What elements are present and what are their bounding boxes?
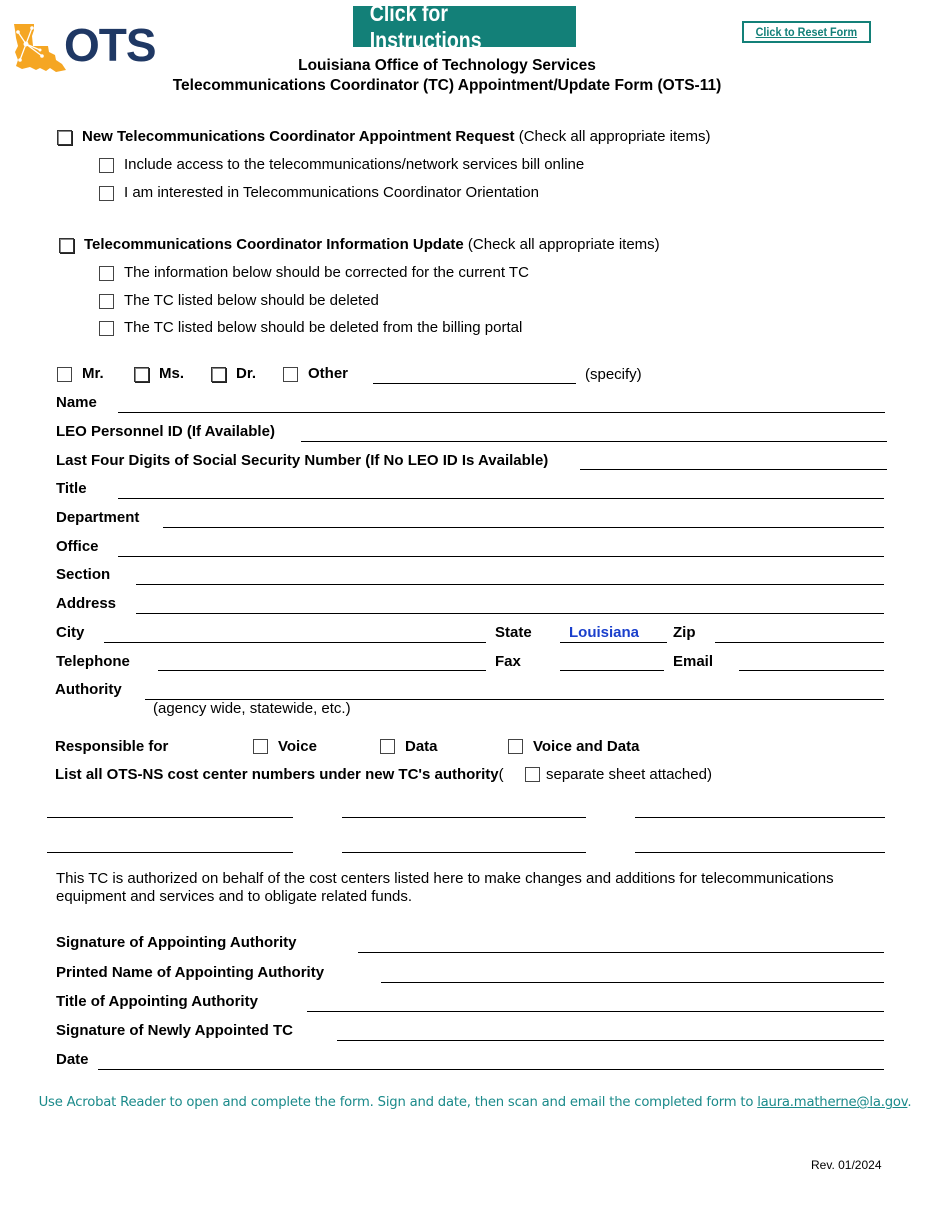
office-field[interactable] xyxy=(118,538,884,557)
cost-center-field-3[interactable] xyxy=(635,799,885,818)
appointing-name-label: Printed Name of Appointing Authority xyxy=(56,964,325,981)
separate-sheet-label: separate sheet attached) xyxy=(546,766,712,783)
other-checkbox[interactable] xyxy=(283,367,298,382)
appointing-signature-field[interactable] xyxy=(358,934,884,953)
authorization-statement-line1: This TC is authorized on behalf of the cost centers listed here to make changes and additions for telecommunications xyxy=(56,870,834,887)
department-field[interactable] xyxy=(163,509,884,528)
telephone-label: Telephone xyxy=(56,653,130,670)
tc-signature-label: Signature of Newly Appointed TC xyxy=(56,1022,293,1039)
appointing-name-field[interactable] xyxy=(381,964,884,983)
cost-center-field-6[interactable] xyxy=(635,834,885,853)
ms-checkbox[interactable] xyxy=(134,367,149,382)
agency-title: Louisiana Office of Technology Services xyxy=(298,57,596,74)
data-label: Data xyxy=(405,738,438,755)
reset-form-button[interactable]: Click to Reset Form xyxy=(742,21,871,43)
other-label: Other xyxy=(308,365,349,382)
mr-label: Mr. xyxy=(82,365,104,382)
update-checkbox[interactable] xyxy=(59,238,74,253)
ssn-label: Last Four Digits of Social Security Number (If No LEO ID Is Available) xyxy=(56,452,549,469)
instructions-button[interactable]: Click for Instructions xyxy=(353,6,576,47)
state-label: State xyxy=(495,624,532,641)
title-label: Title xyxy=(56,480,87,497)
cost-centers-paren: ( xyxy=(498,766,504,783)
delete-tc-checkbox[interactable] xyxy=(99,294,114,309)
voice-checkbox[interactable] xyxy=(253,739,268,754)
zip-field[interactable] xyxy=(715,624,884,643)
tc-signature-field[interactable] xyxy=(337,1022,884,1041)
cost-center-field-4[interactable] xyxy=(47,834,293,853)
delete-billing-checkbox[interactable] xyxy=(99,321,114,336)
office-label: Office xyxy=(56,538,99,555)
city-label: City xyxy=(56,624,85,641)
form-title: Telecommunications Coordinator (TC) Appointment/Update Form (OTS-11) xyxy=(172,77,722,94)
delete-billing-label: The TC listed below should be deleted from the billing portal xyxy=(124,319,523,336)
new-request-hint: (Check all appropriate items) xyxy=(518,128,711,145)
authority-field[interactable] xyxy=(145,681,884,700)
dr-checkbox[interactable] xyxy=(211,367,226,382)
telephone-field[interactable] xyxy=(158,652,486,671)
voice-label: Voice xyxy=(278,738,317,755)
city-field[interactable] xyxy=(104,624,486,643)
fax-field[interactable] xyxy=(560,652,664,671)
correct-info-label: The information below should be corrected for the current TC xyxy=(124,264,529,281)
data-checkbox[interactable] xyxy=(380,739,395,754)
update-hint: (Check all appropriate items) xyxy=(467,236,660,253)
section-label: Section xyxy=(56,566,111,583)
bill-online-checkbox[interactable] xyxy=(99,158,114,173)
orientation-checkbox[interactable] xyxy=(99,186,114,201)
new-request-checkbox[interactable] xyxy=(57,130,72,145)
authority-label: Authority xyxy=(55,681,122,698)
bill-online-label: Include access to the telecommunications/network services bill online xyxy=(124,156,585,173)
cost-centers-label: List all OTS-NS cost center numbers under new TC's authority xyxy=(55,766,499,783)
appointing-title-field[interactable] xyxy=(307,993,884,1012)
separate-sheet-checkbox[interactable] xyxy=(525,767,540,782)
cost-center-field-2[interactable] xyxy=(342,799,586,818)
dr-label: Dr. xyxy=(236,365,257,382)
title-field[interactable] xyxy=(118,480,884,499)
authority-hint: (agency wide, statewide, etc.) xyxy=(153,700,351,717)
delete-tc-label: The TC listed below should be deleted xyxy=(124,292,379,309)
email-field[interactable] xyxy=(739,652,884,671)
zip-label: Zip xyxy=(673,624,696,641)
other-specify-field[interactable] xyxy=(373,365,576,384)
leo-id-field[interactable] xyxy=(301,423,887,442)
footer-note: Use Acrobat Reader to open and complete the form. Sign and date, then scan and email the completed form to laura.matherne@la.gov. xyxy=(38,1095,912,1110)
revision-label: Rev. 01/2024 xyxy=(811,1158,882,1172)
name-field[interactable] xyxy=(118,394,885,413)
date-label: Date xyxy=(56,1051,89,1068)
correct-info-checkbox[interactable] xyxy=(99,266,114,281)
ms-label: Ms. xyxy=(159,365,185,382)
section-field[interactable] xyxy=(136,566,884,585)
department-label: Department xyxy=(56,509,140,526)
responsible-label: Responsible for xyxy=(55,738,169,755)
orientation-label: I am interested in Telecommunications Coordinator Orientation xyxy=(124,184,539,201)
address-label: Address xyxy=(56,595,117,612)
date-field[interactable] xyxy=(98,1051,884,1070)
specify-label: (specify) xyxy=(585,366,642,383)
appointing-signature-label: Signature of Appointing Authority xyxy=(56,934,297,951)
mr-checkbox[interactable] xyxy=(57,367,72,382)
leo-id-label: LEO Personnel ID (If Available) xyxy=(56,423,275,440)
appointing-title-label: Title of Appointing Authority xyxy=(56,993,258,1010)
cost-center-field-1[interactable] xyxy=(47,799,293,818)
logo-text: OTS xyxy=(64,19,156,71)
authorization-statement-line2: equipment and services and to obligate related funds. xyxy=(56,888,413,905)
contact-email-link[interactable]: laura.matherne@la.gov xyxy=(757,1095,908,1110)
address-field[interactable] xyxy=(136,595,884,614)
voice-data-label: Voice and Data xyxy=(533,738,640,755)
fax-label: Fax xyxy=(495,653,521,670)
ssn-field[interactable] xyxy=(580,451,887,470)
update-label: Telecommunications Coordinator Information Update xyxy=(84,236,464,253)
state-value: Louisiana xyxy=(569,624,640,641)
name-label: Name xyxy=(56,394,97,411)
new-request-label: New Telecommunications Coordinator Appointment Request xyxy=(82,128,515,145)
cost-center-field-5[interactable] xyxy=(342,834,586,853)
email-label: Email xyxy=(673,653,714,670)
voice-data-checkbox[interactable] xyxy=(508,739,523,754)
